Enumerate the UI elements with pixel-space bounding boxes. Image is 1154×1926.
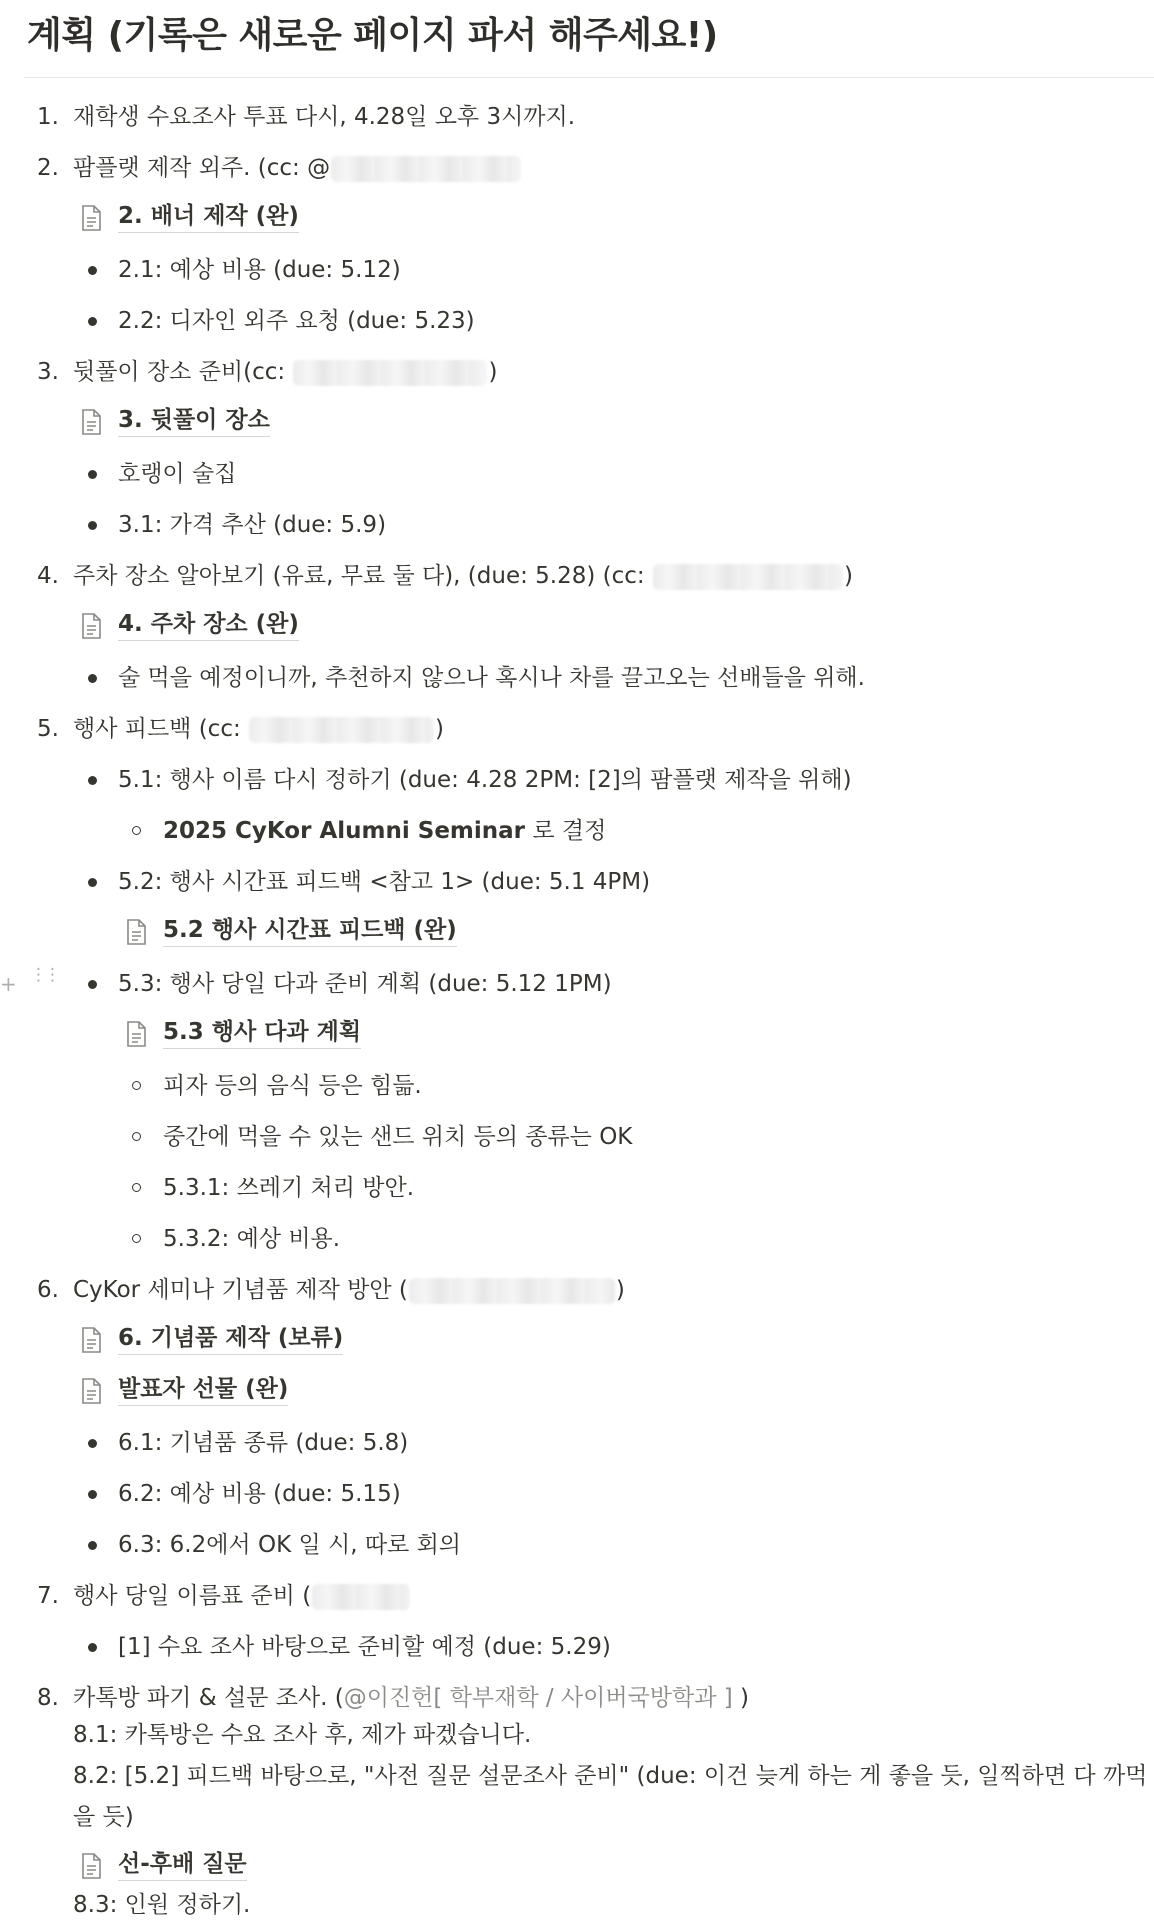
list-item-line[interactable]: [73, 153, 522, 183]
sub-bullet-text[interactable]: 5.3.1: 쓰레기 처리 방안.: [163, 1175, 415, 1201]
sub-bullet-line[interactable]: [163, 816, 606, 846]
bullet-text[interactable]: 6.3: 6.2에서 OK 일 시, 따로 회의: [118, 1532, 462, 1558]
redacted-mention: [312, 1584, 410, 1610]
bullet-dot: [88, 266, 97, 275]
list-item-text: CyKor 세미나 기념품 제작 방안 (: [73, 1277, 408, 1303]
page-link[interactable]: 2. 배너 제작 (완): [118, 202, 299, 233]
sub-bullet-text[interactable]: 중간에 먹을 수 있는 샌드 위치 등의 종류는 OK: [163, 1124, 633, 1150]
bullet-dot: [88, 674, 97, 683]
list-item-text: 행사 당일 이름표 준비 (: [73, 1583, 312, 1609]
list-item-text: 행사 피드백 (cc:: [73, 716, 249, 742]
page-link[interactable]: 5.2 행사 시간표 피드백 (완): [163, 916, 457, 947]
user-mention[interactable]: @이진헌[ 학부재학 / 사이버국방학과 ]: [343, 1685, 733, 1711]
bullet-dot: [88, 980, 97, 989]
plus-icon[interactable]: +: [0, 972, 17, 996]
page-link[interactable]: 4. 주차 장소 (완): [118, 610, 299, 641]
sub-bullet-text[interactable]: 5.3.2: 예상 비용.: [163, 1226, 341, 1252]
list-number: 2.: [37, 155, 59, 181]
page-icon: [79, 612, 103, 640]
bullet-text[interactable]: 호랭이 술집: [118, 461, 237, 487]
list-item-close: ): [615, 1277, 625, 1303]
sub-bullet-circle: [132, 1234, 141, 1243]
bullet-text[interactable]: 5.1: 행사 이름 다시 정하기 (due: 4.28 2PM: [2]의 팜플랫 제작을 위해): [118, 767, 852, 793]
list-number: 7.: [37, 1583, 59, 1609]
redacted-mention: [249, 717, 434, 743]
paragraph[interactable]: 8.2: [5.2] 피드백 바탕으로, "사전 질문 설문조사 준비" (due: 이건 늦게 하는 게 좋을 듯, 일찍하면 다 까먹: [73, 1763, 1148, 1789]
bullet-text[interactable]: 6.1: 기념품 종류 (due: 5.8): [118, 1430, 409, 1456]
list-item-close: ): [488, 359, 498, 385]
sub-bullet-circle: [132, 1183, 141, 1192]
paragraph-continued[interactable]: 을 듯): [73, 1804, 134, 1830]
sub-bullet-text[interactable]: 피자 등의 음식 등은 힘듦.: [163, 1073, 422, 1099]
sub-bullet-circle: [132, 1081, 141, 1090]
list-number: 4.: [37, 563, 59, 589]
redacted-mention: [293, 360, 487, 386]
page-link[interactable]: 5.3 행사 다과 계획: [163, 1018, 361, 1049]
bullet-text[interactable]: 5.3: 행사 당일 다과 준비 계획 (due: 5.12 1PM): [118, 971, 612, 997]
bullet-text[interactable]: [1] 수요 조사 바탕으로 준비할 예정 (due: 5.29): [118, 1634, 611, 1660]
bullet-dot: [88, 317, 97, 326]
bullet-dot: [88, 521, 97, 530]
page-icon: [124, 1020, 148, 1048]
list-item-close: ): [435, 716, 445, 742]
bullet-dot: [88, 470, 97, 479]
redacted-mention: [653, 564, 843, 590]
list-item-text: 카톡방 파기 & 설문 조사. (: [73, 1685, 344, 1711]
list-number: 3.: [37, 359, 59, 385]
list-item-text: 뒷풀이 장소 준비(cc:: [73, 359, 293, 385]
list-item-line[interactable]: [73, 357, 497, 387]
list-item-line[interactable]: [73, 561, 853, 591]
sub-bullet-bold-text: 2025 CyKor Alumni Seminar: [163, 818, 526, 844]
list-number: 5.: [37, 716, 59, 742]
redacted-mention: [331, 156, 521, 182]
page-icon: [79, 1326, 103, 1354]
title-divider: [24, 77, 1154, 78]
bullet-text[interactable]: 2.1: 예상 비용 (due: 5.12): [118, 257, 401, 283]
list-item-line[interactable]: [73, 1683, 749, 1713]
page-icon: [79, 1852, 103, 1880]
bullet-dot: [88, 1541, 97, 1550]
bullet-dot: [88, 1490, 97, 1499]
bullet-dot: [88, 776, 97, 785]
list-item-line[interactable]: [73, 1275, 625, 1305]
list-item-line[interactable]: [73, 1581, 411, 1611]
bullet-dot: [88, 878, 97, 887]
paragraph[interactable]: 8.1: 카톡방은 수요 조사 후, 제가 파겠습니다.: [73, 1722, 532, 1748]
list-item-close: ): [843, 563, 853, 589]
sub-bullet-text: 로 결정: [525, 818, 607, 844]
page-icon: [79, 1377, 103, 1405]
page-icon: [79, 408, 103, 436]
list-number: 8.: [37, 1685, 59, 1711]
bullet-dot: [88, 1439, 97, 1448]
sub-bullet-circle: [132, 826, 141, 835]
page-link[interactable]: 6. 기념품 제작 (보류): [118, 1324, 343, 1355]
list-item-line[interactable]: [73, 714, 444, 744]
sub-bullet-circle: [132, 1132, 141, 1141]
page-icon: [124, 918, 148, 946]
redacted-mention: [409, 1278, 615, 1304]
list-item-close: ): [732, 1685, 750, 1711]
page-link[interactable]: 발표자 선물 (완): [118, 1375, 288, 1406]
bullet-dot: [88, 1643, 97, 1652]
list-number: 1.: [37, 104, 59, 130]
list-item-text[interactable]: 재학생 수요조사 투표 다시, 4.28일 오후 3시까지.: [73, 104, 576, 130]
list-number: 6.: [37, 1277, 59, 1303]
bullet-text[interactable]: 술 먹을 예정이니까, 추천하지 않으나 혹시나 차를 끌고오는 선배들을 위해.: [118, 665, 865, 691]
page-link[interactable]: 3. 뒷풀이 장소: [118, 406, 270, 437]
page-title[interactable]: 계획 (기록은 새로운 페이지 파서 해주세요!): [27, 15, 718, 56]
bullet-text[interactable]: 5.2: 행사 시간표 피드백 <참고 1> (due: 5.1 4PM): [118, 869, 651, 895]
bullet-text[interactable]: 6.2: 예상 비용 (due: 5.15): [118, 1481, 401, 1507]
list-item-text: 팜플랫 제작 외주. (cc: @: [73, 155, 331, 181]
list-item-text: 주차 장소 알아보기 (유료, 무료 둘 다), (due: 5.28) (cc:: [73, 563, 652, 589]
bullet-text[interactable]: 3.1: 가격 추산 (due: 5.9): [118, 512, 387, 538]
drag-handle-icon[interactable]: ⋮⋮: [30, 965, 58, 985]
paragraph[interactable]: 8.3: 인원 정하기.: [73, 1892, 251, 1918]
page-icon: [79, 204, 103, 232]
bullet-text[interactable]: 2.2: 디자인 외주 요청 (due: 5.23): [118, 308, 475, 334]
page-link[interactable]: 선-후배 질문: [118, 1850, 247, 1881]
